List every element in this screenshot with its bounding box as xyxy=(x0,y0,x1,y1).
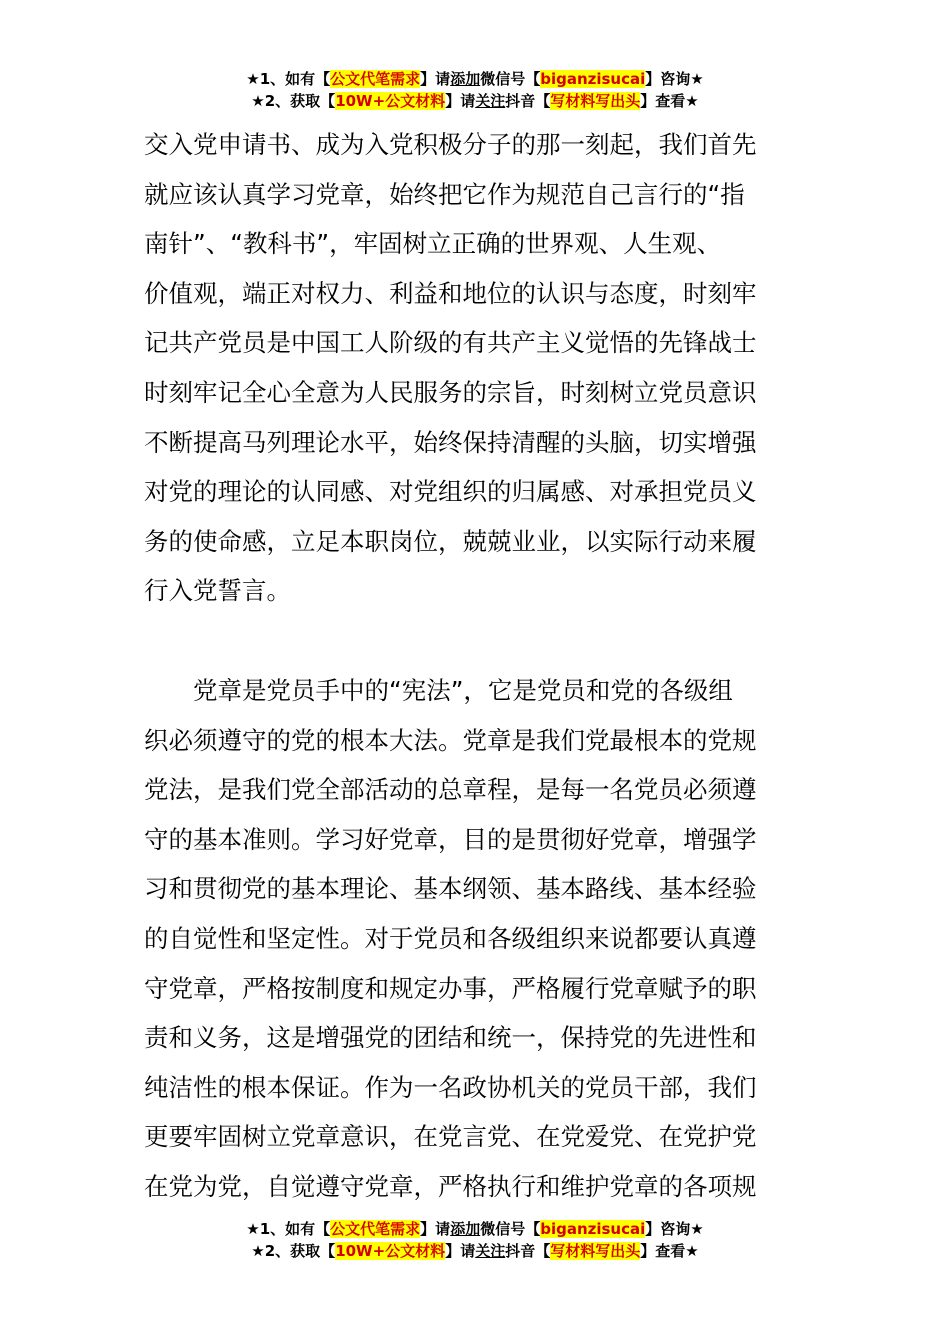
paragraph-2 xyxy=(144,666,809,1212)
highlight-materials: 10W+公文材料 xyxy=(335,92,446,110)
text-line: 在党为党，自觉遵守党章，严格执行和维护党章的各项规 xyxy=(144,1171,757,1201)
text-line: 党章是党员手中的“宪法”，它是党员和党的各级组 xyxy=(144,676,733,705)
highlight-materials: 10W+公文材料 xyxy=(335,1242,446,1260)
text-line: 纯洁性的根本保证。作为一名政协机关的党员干部，我们 xyxy=(144,1072,757,1102)
text-line: 务的使命感，立足本职岗位，兢兢业业，以实际行动来履 xyxy=(144,526,757,556)
footer-banner xyxy=(0,1218,950,1262)
banner-line-1: ★1、如有【公文代笔需求】请添加微信号【biganzisucai】咨询★ xyxy=(246,70,704,88)
text-line: 行入党誓言。 xyxy=(144,576,291,606)
highlight-service: 公文代笔需求 xyxy=(330,1220,421,1238)
highlight-wechat-id: biganzisucai xyxy=(540,1220,646,1238)
text-line: 更要牢固树立党章意识，在党言党、在党爱党、在党护党 xyxy=(144,1122,757,1152)
text-line: 不断提高马列理论水平，始终保持清醒的头脑，切实增强 xyxy=(144,427,757,457)
highlight-douyin-account: 写材料写出头 xyxy=(550,1242,641,1260)
paragraph-1 xyxy=(144,120,809,616)
banner-line-2: ★2、获取【10W+公文材料】请关注抖音【写材料写出头】查看★ xyxy=(251,1242,699,1260)
highlight-douyin-account: 写材料写出头 xyxy=(550,92,641,110)
text-line: 党法，是我们党全部活动的总章程，是每一名党员必须遵 xyxy=(144,775,757,805)
text-line: 记共产党员是中国工人阶级的有共产主义觉悟的先锋战士 xyxy=(144,328,757,358)
text-line: 时刻牢记全心全意为人民服务的宗旨，时刻树立党员意识 xyxy=(144,377,757,407)
highlight-wechat-id: biganzisucai xyxy=(540,70,646,88)
banner-line-1: ★1、如有【公文代笔需求】请添加微信号【biganzisucai】咨询★ xyxy=(246,1220,704,1238)
text-line: 对党的理论的认同感、对党组织的归属感、对承担党员义 xyxy=(144,477,757,507)
text-line: 南针”、“教科书”，牢固树立正确的世界观、人生观、 xyxy=(144,229,722,259)
text-line: 的自觉性和坚定性。对于党员和各级组织来说都要认真遵 xyxy=(144,923,757,953)
highlight-service: 公文代笔需求 xyxy=(330,70,421,88)
text-line: 责和义务，这是增强党的团结和统一，保持党的先进性和 xyxy=(144,1023,757,1053)
text-line: 守党章，严格按制度和规定办事，严格履行党章赋予的职 xyxy=(144,973,757,1003)
text-line: 就应该认真学习党章，始终把它作为规范自己言行的“指 xyxy=(144,179,745,209)
text-line: 交入党申请书、成为入党积极分子的那一刻起，我们首先 xyxy=(144,130,757,159)
text-line: 价值观，端正对权力、利益和地位的认识与态度，时刻牢 xyxy=(144,278,757,308)
text-line: 习和贯彻党的基本理论、基本纲领、基本路线、基本经验 xyxy=(144,874,757,904)
text-line: 织必须遵守的党的根本大法。党章是我们党最根本的党规 xyxy=(144,725,757,755)
text-line: 守的基本准则。学习好党章，目的是贯彻好党章，增强学 xyxy=(144,824,757,854)
header-banner xyxy=(0,68,950,112)
banner-line-2: ★2、获取【10W+公文材料】请关注抖音【写材料写出头】查看★ xyxy=(251,92,699,110)
